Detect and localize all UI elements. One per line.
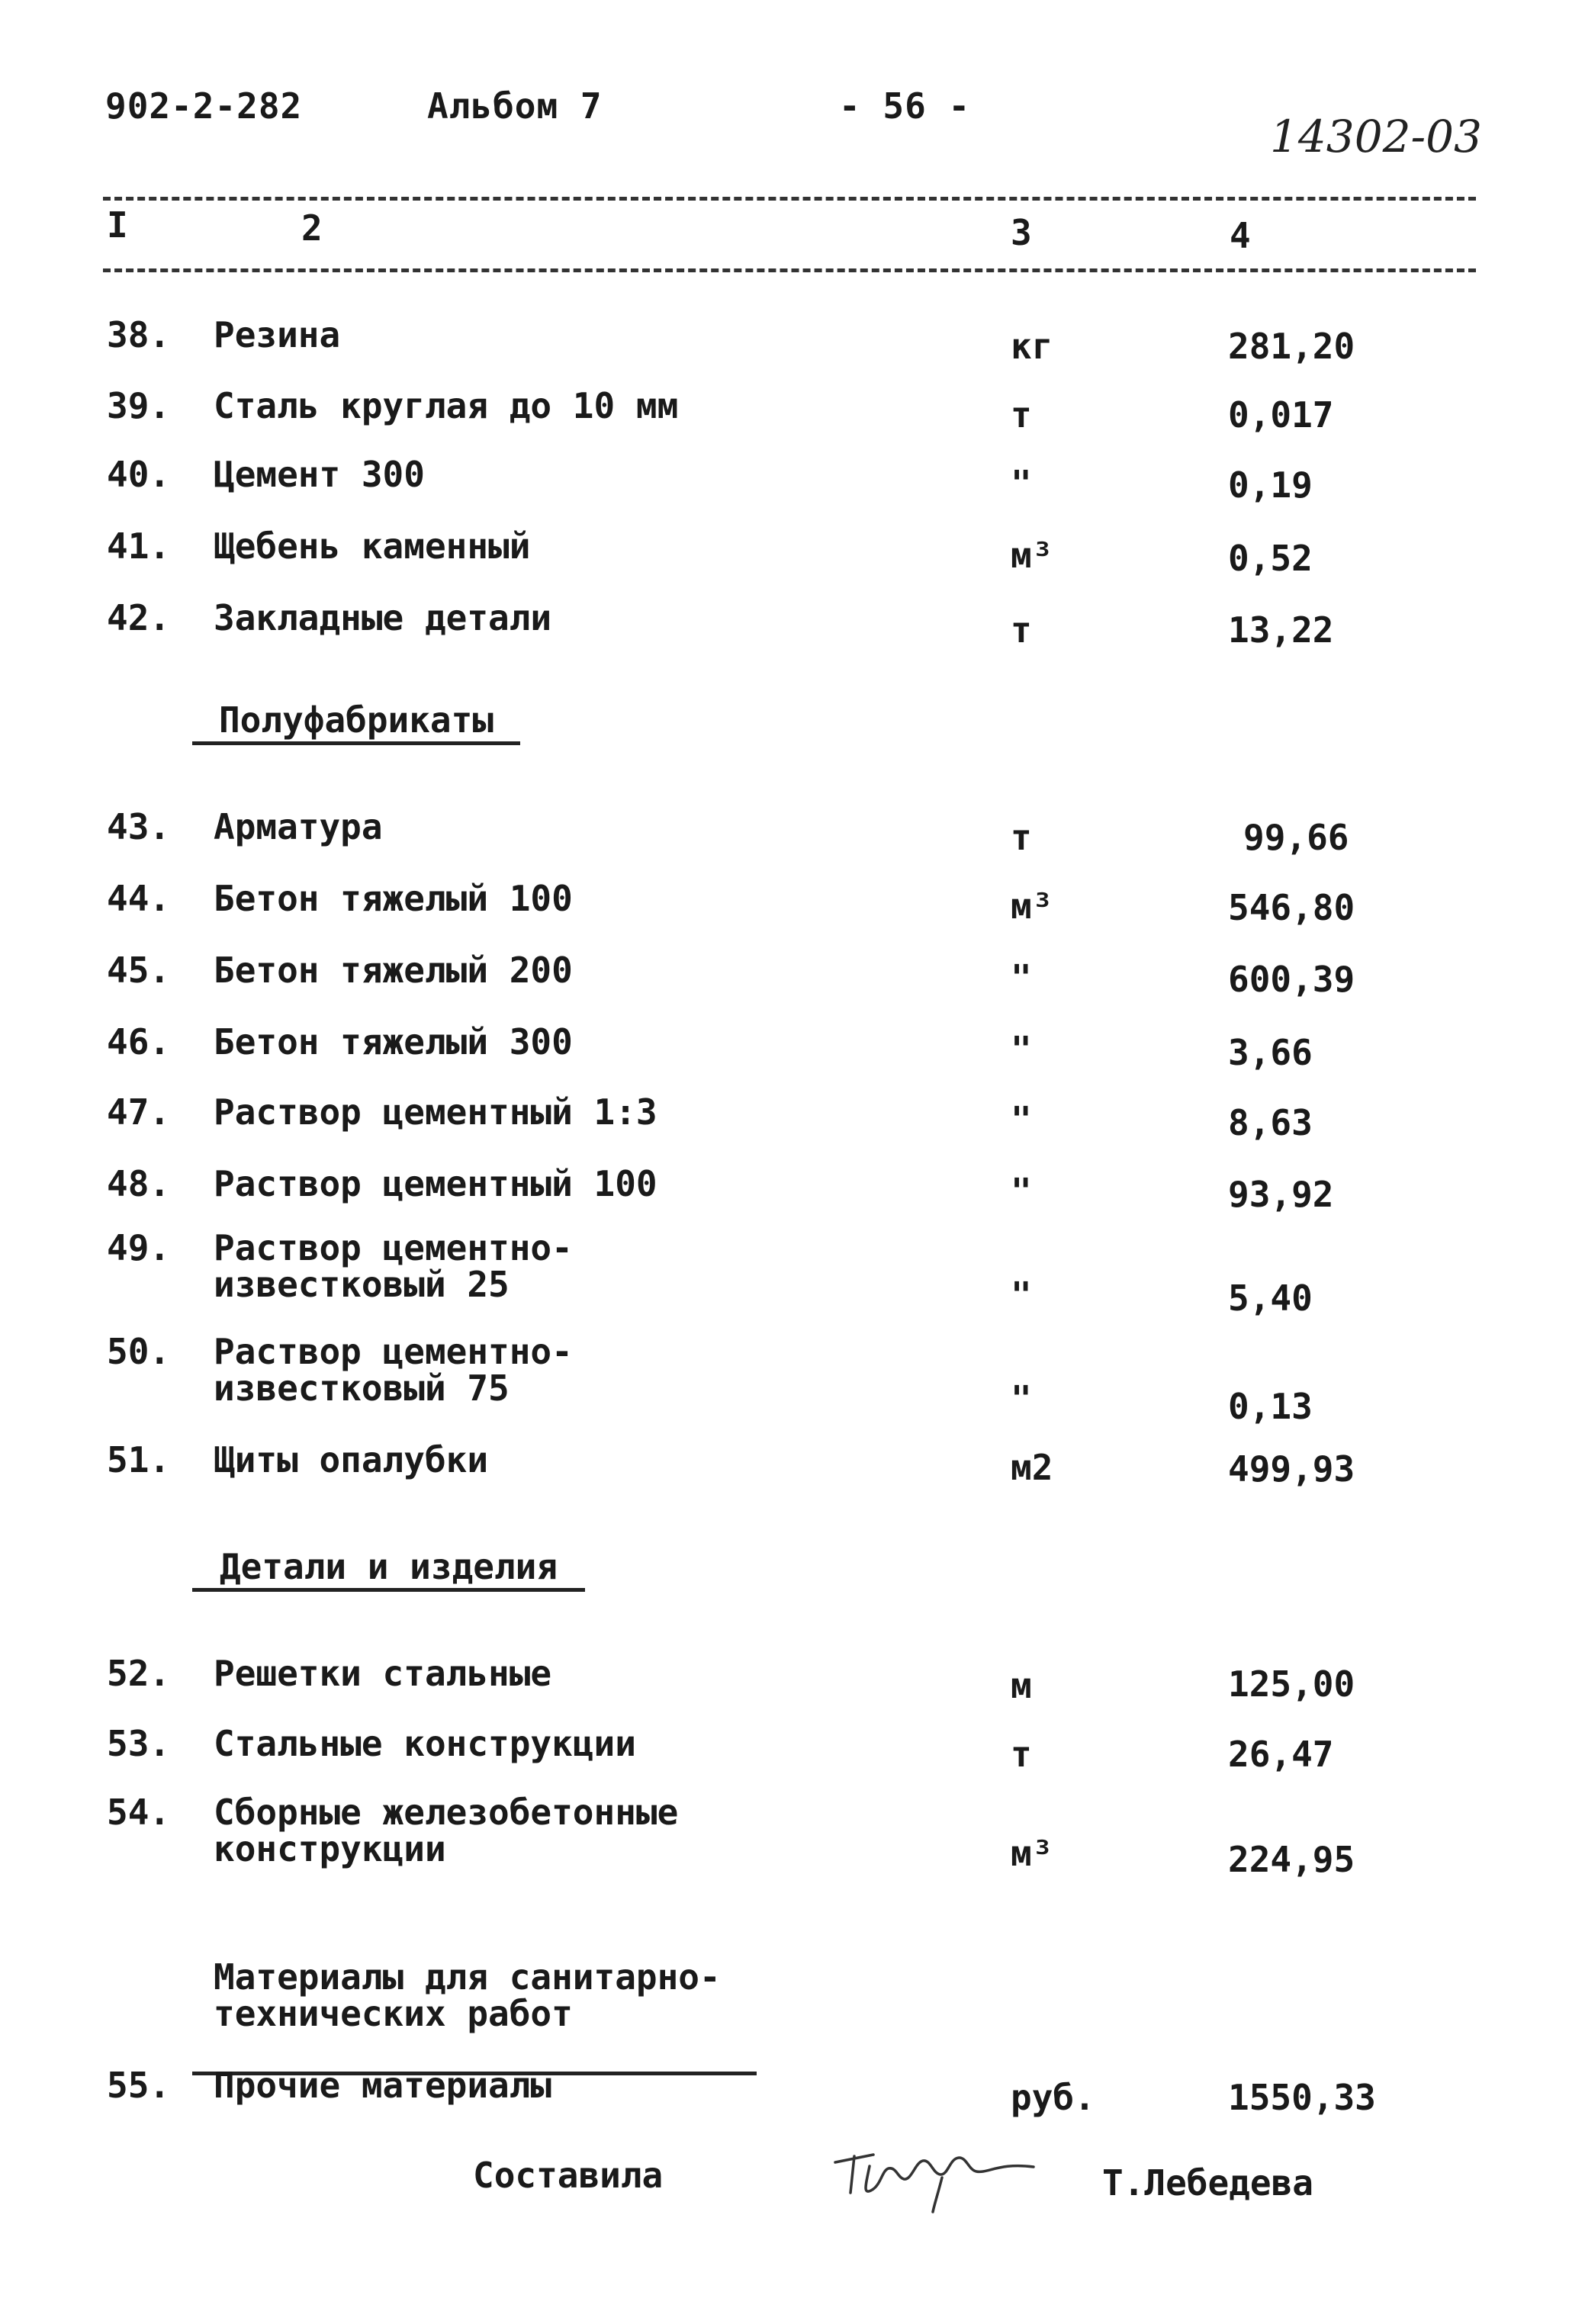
quantity: 600,39 bbox=[1228, 959, 1355, 1000]
row-number: 53. bbox=[107, 1723, 171, 1764]
material-name: Бетон тяжелый 100 bbox=[214, 878, 573, 919]
quantity: 499,93 bbox=[1228, 1448, 1355, 1490]
unit: м bbox=[1011, 1665, 1032, 1706]
quantity: 224,95 bbox=[1228, 1839, 1355, 1880]
section-heading-sanitary bbox=[192, 1922, 757, 2075]
archive-number: 14302-03 bbox=[1270, 111, 1482, 162]
material-name: Прочие материалы bbox=[214, 2065, 552, 2106]
unit: м³ bbox=[1011, 886, 1053, 927]
row-number: 39. bbox=[107, 385, 171, 426]
unit: " bbox=[1011, 1099, 1032, 1140]
row-number: 38. bbox=[107, 314, 171, 355]
unit: " bbox=[1011, 1171, 1032, 1212]
material-name: Бетон тяжелый 200 bbox=[214, 950, 573, 991]
col-header-1: I bbox=[107, 204, 128, 246]
row-number: 42. bbox=[107, 597, 171, 638]
row-number: 55. bbox=[107, 2065, 171, 2106]
row-number: 52. bbox=[107, 1653, 171, 1694]
row-number: 51. bbox=[107, 1439, 171, 1480]
row-number: 47. bbox=[107, 1091, 171, 1133]
unit: кг bbox=[1011, 326, 1053, 367]
material-name: Арматура bbox=[214, 806, 383, 847]
col-header-4: 4 bbox=[1230, 215, 1251, 256]
quantity: 13,22 bbox=[1228, 609, 1334, 651]
quantity: 546,80 bbox=[1228, 887, 1355, 928]
col-header-3: 3 bbox=[1011, 212, 1032, 253]
section-heading-semi: Полуфабрикаты bbox=[192, 702, 520, 745]
material-name: Щебень каменный bbox=[214, 526, 531, 567]
row-number: 49. bbox=[107, 1227, 171, 1268]
material-name: Раствор цементный 100 bbox=[214, 1163, 657, 1204]
material-name: Цемент 300 bbox=[214, 454, 425, 495]
row-number: 40. bbox=[107, 454, 171, 495]
unit: " bbox=[1011, 1378, 1032, 1419]
material-name: Раствор цементно- известковый 75 bbox=[214, 1331, 573, 1409]
unit: м2 bbox=[1011, 1447, 1053, 1488]
table-header-rule bbox=[103, 268, 1476, 272]
quantity: 0,52 bbox=[1228, 538, 1313, 579]
quantity: 26,47 bbox=[1228, 1734, 1334, 1775]
material-name: Закладные детали bbox=[214, 597, 552, 638]
row-number: 44. bbox=[107, 878, 171, 919]
row-number: 46. bbox=[107, 1021, 171, 1062]
quantity: 125,00 bbox=[1228, 1663, 1355, 1705]
unit: т bbox=[1011, 609, 1032, 651]
material-name: Стальные конструкции bbox=[214, 1723, 636, 1764]
section-heading-sanitary-text: Материалы для санитарно- технических работ bbox=[214, 1956, 721, 2034]
material-name: Раствор цементно- известковый 25 bbox=[214, 1227, 573, 1305]
quantity: 0,017 bbox=[1228, 394, 1334, 436]
row-number: 45. bbox=[107, 950, 171, 991]
col-header-2: 2 bbox=[301, 207, 323, 249]
table-top-rule bbox=[103, 197, 1476, 201]
quantity: 0,13 bbox=[1228, 1386, 1313, 1427]
compiler-name: Т.Лебедева bbox=[1102, 2162, 1313, 2203]
section-heading-details: Детали и изделия bbox=[192, 1548, 585, 1592]
material-name: Раствор цементный 1:3 bbox=[214, 1091, 657, 1133]
quantity: 93,92 bbox=[1228, 1174, 1334, 1215]
unit: " bbox=[1011, 957, 1032, 998]
quantity: 281,20 bbox=[1228, 326, 1355, 367]
material-name: Сталь круглая до 10 мм bbox=[214, 385, 679, 426]
compiled-by-label: Составила bbox=[473, 2155, 664, 2196]
quantity: 1550,33 bbox=[1228, 2077, 1376, 2118]
unit: т bbox=[1011, 394, 1032, 436]
unit: м³ bbox=[1011, 535, 1053, 576]
row-number: 48. bbox=[107, 1163, 171, 1204]
quantity: 0,19 bbox=[1228, 464, 1313, 506]
unit: " bbox=[1011, 1275, 1032, 1316]
page-number: - 56 - bbox=[839, 85, 971, 127]
doc-code: 902-2-282 bbox=[105, 85, 303, 127]
unit: т bbox=[1011, 1734, 1032, 1775]
row-number: 41. bbox=[107, 526, 171, 567]
material-name: Решетки стальные bbox=[214, 1653, 552, 1694]
unit: т bbox=[1011, 817, 1032, 858]
row-number: 50. bbox=[107, 1331, 171, 1372]
material-name: Резина bbox=[214, 314, 341, 355]
material-name: Бетон тяжелый 300 bbox=[214, 1021, 573, 1062]
unit: " bbox=[1011, 463, 1032, 504]
quantity: 8,63 bbox=[1228, 1102, 1313, 1143]
quantity: 99,66 bbox=[1243, 817, 1349, 858]
unit: м³ bbox=[1011, 1833, 1053, 1874]
signature-icon bbox=[828, 2132, 1041, 2216]
album-label: Альбом 7 bbox=[427, 85, 603, 127]
quantity: 5,40 bbox=[1228, 1278, 1313, 1319]
unit: " bbox=[1011, 1029, 1032, 1070]
row-number: 54. bbox=[107, 1792, 171, 1833]
material-name: Щиты опалубки bbox=[214, 1439, 489, 1480]
row-number: 43. bbox=[107, 806, 171, 847]
material-name: Сборные железобетонные конструкции bbox=[214, 1792, 679, 1869]
quantity: 3,66 bbox=[1228, 1032, 1313, 1073]
unit: руб. bbox=[1011, 2077, 1095, 2118]
